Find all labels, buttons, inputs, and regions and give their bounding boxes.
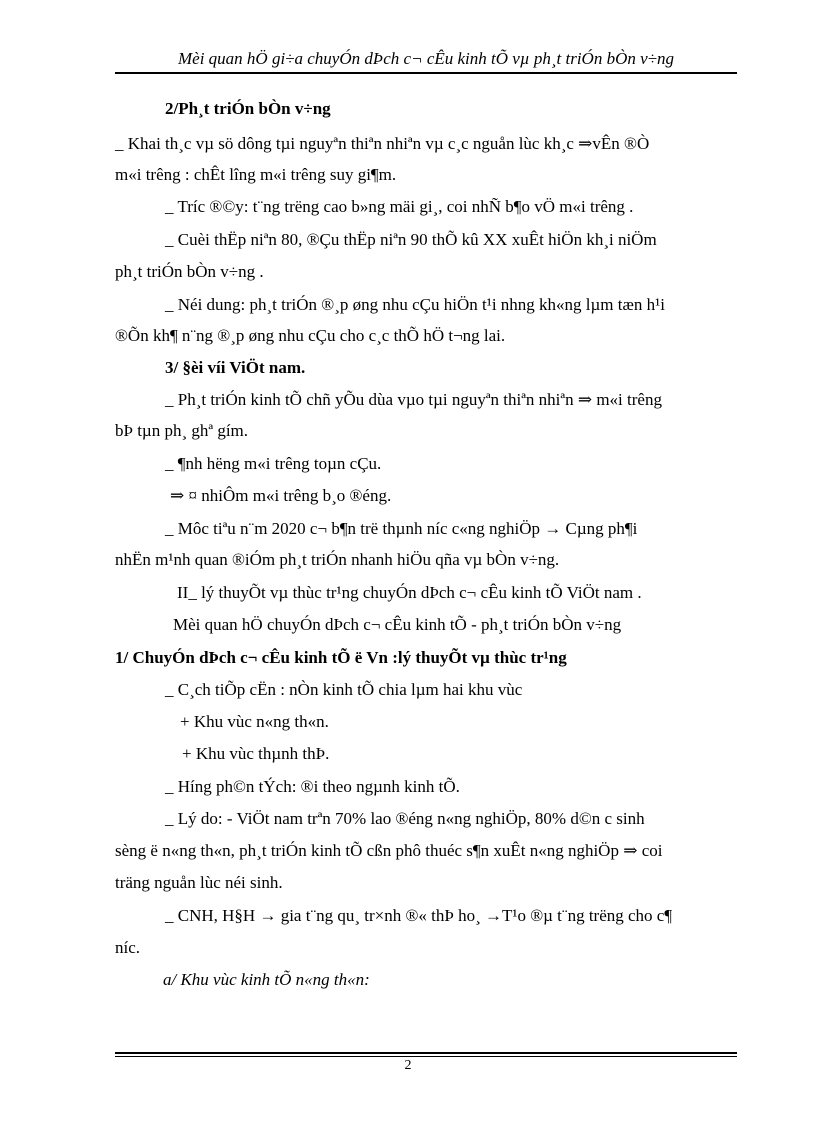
page-number: 2 xyxy=(404,1058,412,1073)
header-rule xyxy=(115,72,737,74)
body-line: sèng ë n«ng th«n, ph¸t triÓn kinh tÕ cßn phô thuéc s¶n xuÊt n«ng nghiÖp ⇒ coi xyxy=(115,841,663,860)
body-line: bÞ tµn ph¸ ghª gím. xyxy=(115,421,249,440)
list-item: + Khu vùc n«ng th«n. xyxy=(180,712,329,731)
list-item: + Khu vùc thµnh thÞ. xyxy=(182,744,330,763)
body-line: m«i trêng : chÊt lîng m«i trêng suy gi¶m. xyxy=(115,165,397,184)
body-line: _ Ph¸t triÓn kinh tÕ chñ yÕu dùa vµo tµi nguyªn thiªn nhiªn ⇒ m«i trêng xyxy=(165,390,662,409)
section-heading: 2/Ph¸t triÓn bÒn v÷ng xyxy=(165,99,331,118)
body-line: _ Cuèi thËp niªn 80, ®Çu thËp niªn 90 thÕ kû XX xuÊt hiÖn kh¸i niÖm xyxy=(165,230,657,249)
body-line: níc. xyxy=(115,938,141,957)
body-line: träng nguån lùc néi sinh. xyxy=(115,873,283,892)
body-line: _ Tríc ®©y: t¨ng trëng cao b»ng mäi gi¸, coi nhÑ b¶o vÖ m«i trêng . xyxy=(165,197,634,216)
body-line: ®Õn kh¶ n¨ng ®¸p øng nhu cÇu cho c¸c thÕ hÖ t¬ng lai. xyxy=(115,326,506,345)
footer-rule-bottom xyxy=(115,1056,737,1057)
running-header: Mèi quan hÖ gi÷a chuyÓn dÞch c¬ cÊu kinh tÕ vµ ph¸t triÓn bÒn v÷ng xyxy=(178,49,674,68)
body-line: _ Híng ph©n tÝch: ®i theo ngµnh kinh tÕ. xyxy=(165,777,460,796)
body-line: _ C¸ch tiÕp cËn : nÒn kinh tÕ chia lµm hai khu vùc xyxy=(165,680,523,699)
body-line: _ ¶nh hëng m«i trêng toµn cÇu. xyxy=(165,454,382,473)
subsection-heading: a/ Khu vùc kinh tÕ n«ng th«n: xyxy=(163,970,370,989)
section-heading: Mèi quan hÖ chuyÓn dÞch c¬ cÊu kinh tÕ - ph¸t triÓn bÒn v÷ng xyxy=(173,615,622,634)
body-line: ph¸t triÓn bÒn v÷ng . xyxy=(115,262,264,281)
body-line: nhËn m¹nh quan ®iÓm ph¸t triÓn nhanh hiÖu qña vµ bÒn v÷ng. xyxy=(115,550,560,569)
body-line: _ Môc tiªu n¨m 2020 c¬ b¶n trë thµnh níc c«ng nghiÖp → Cµng ph¶i xyxy=(165,519,638,538)
footer-rule-top xyxy=(115,1052,737,1054)
body-line: ⇒ ¤ nhiÔm m«i trêng b¸o ®éng. xyxy=(170,486,392,505)
body-line: _ Lý do: - ViÖt nam trªn 70% lao ®éng n«ng nghiÖp, 80% d©n c sinh xyxy=(165,809,645,828)
section-heading: 3/ §èi víi ViÖt nam. xyxy=(165,358,306,377)
section-heading: II_ lý thuyÕt vµ thùc tr¹ng chuyÓn dÞch c¬ cÊu kinh tÕ ViÖt nam . xyxy=(177,583,642,602)
body-line: _ Khai th¸c vµ sö dông tµi nguyªn thiªn nhiªn vµ c¸c nguån lùc kh¸c ⇒vÊn ®Ò xyxy=(115,134,650,153)
body-line: _ Néi dung: ph¸t triÓn ®¸p øng nhu cÇu hiÖn t¹i nhng kh«ng lµm tæn h¹i xyxy=(165,295,665,314)
section-heading: 1/ ChuyÓn dÞch c¬ cÊu kinh tÕ ë Vn :lý thuyÕt vµ thùc tr¹ng xyxy=(115,648,567,667)
body-line: _ CNH, H§H → gia t¨ng qu¸ tr×nh ®« thÞ ho¸ →T¹o ®µ t¨ng trëng cho c¶ xyxy=(165,906,673,925)
